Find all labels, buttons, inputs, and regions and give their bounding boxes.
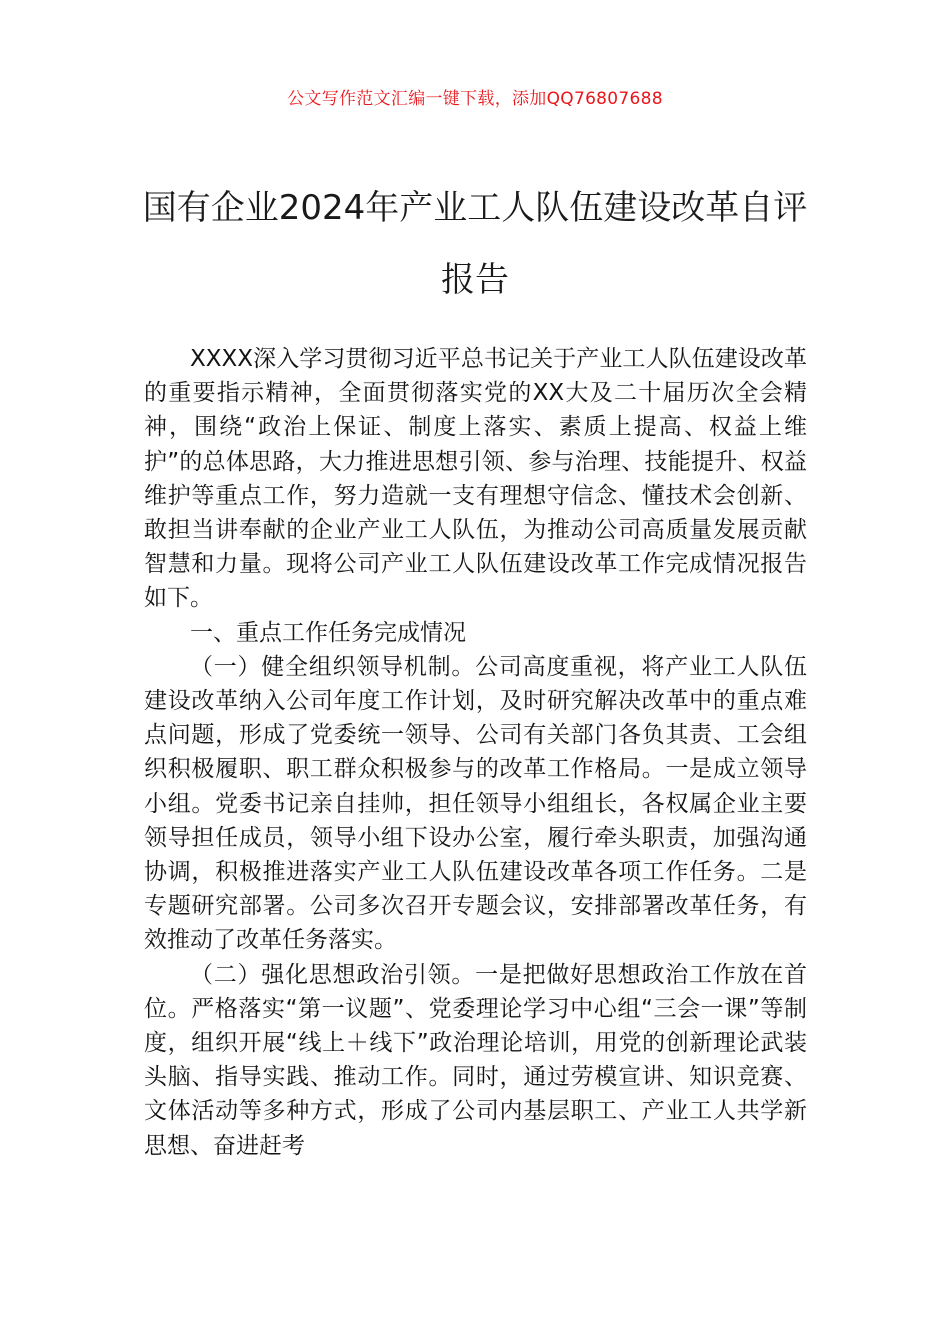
document-title: 国有企业2024年产业工人队伍建设改革自评报告	[142, 188, 808, 300]
intro-paragraph: XXXX深入学习贯彻习近平总书记关于产业工人队伍建设改革的重要指示精神，全面贯彻落实党的XX大及二十届历次全会精神，围绕“政治上保证、制度上落实、素质上提高、权益上维护”的总体思路，大力推进思想引领、参与治理、技能提升、权益维护等重点工作，努力造就一支有理想守信念、懂技术会创新、敢担当讲奉献的企业产业工人队伍，为推动公司高质量发展贡献智慧和力量。现将公司产业工人队伍建设改革工作完成情况报告如下。	[144, 346, 807, 612]
download-banner[interactable]: 公文写作范文汇编一键下载，添加QQ76807688	[287, 89, 663, 109]
subsection-paragraph: （一）健全组织领导机制。公司高度重视，将产业工人队伍建设改革纳入公司年度工作计划，及时研究解决改革中的重点难点问题，形成了党委统一领导、公司有关部门各负其责、工会组织积极履职、职工群众积极参与的改革工作格局。一是成立领导小组。党委书记亲自挂帅，担任领导小组组长，各权属企业主要领导担任成员，领导小组下设办公室，履行牵头职责，加强沟通协调，积极推进落实产业工人队伍建设改革各项工作任务。二是专题研究部署。公司多次召开专题会议，安排部署改革任务，有效推动了改革任务落实。	[144, 653, 807, 954]
section-heading: 一、重点工作任务完成情况	[190, 619, 466, 646]
subsection-paragraph: （二）强化思想政治引领。一是把做好思想政治工作放在首位。严格落实“第一议题”、党委理论学习中心组“三会一课”等制度，组织开展“线上＋线下”政治理论培训，用党的创新理论武装头脑、指导实践、推动工作。同时，通过劳模宣讲、知识竞赛、文体活动等多种方式，形成了公司内基层职工、产业工人共学新思想、奋进赶考	[144, 961, 807, 1159]
document-body	[144, 342, 807, 1163]
